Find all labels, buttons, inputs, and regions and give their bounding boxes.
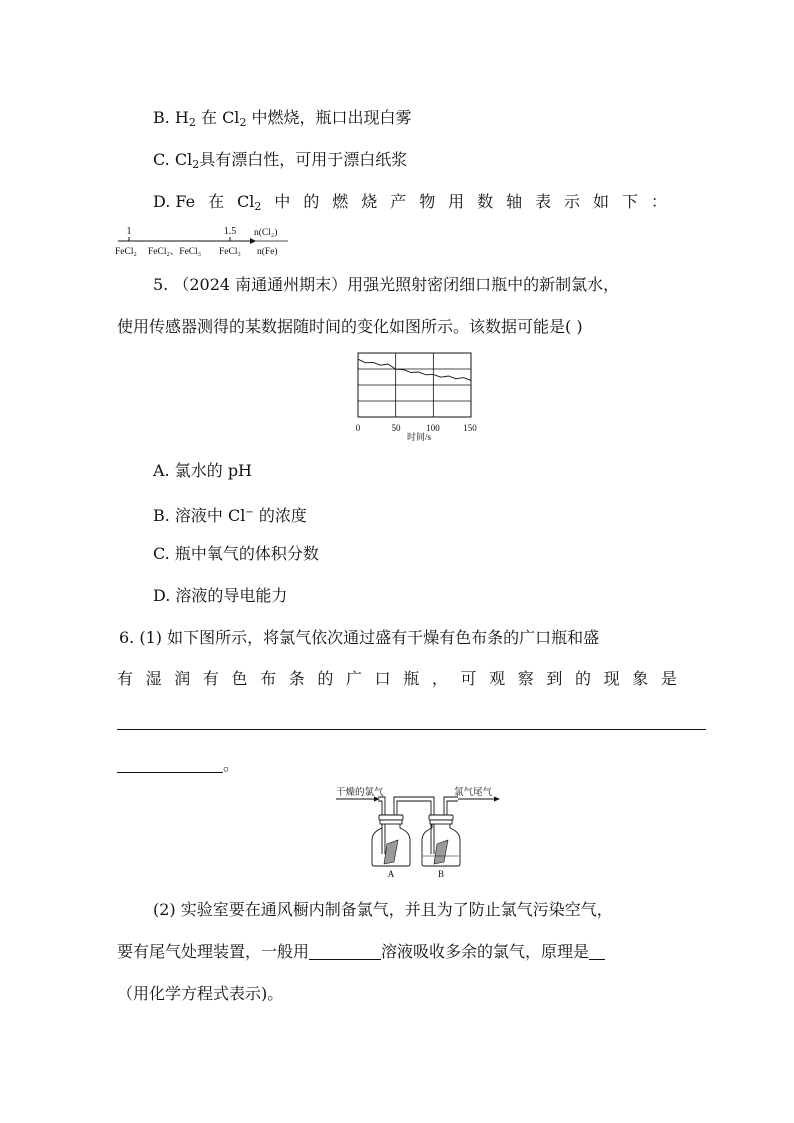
chart-series-line bbox=[358, 359, 471, 380]
q6-part2-text-2: 溶液吸收多余的氯气，原理是 bbox=[381, 942, 590, 961]
q6-equation-blank[interactable] bbox=[589, 943, 605, 960]
apparatus-inlet-label: 干燥的氯气 bbox=[336, 788, 384, 798]
axis-tick-label-2: 1.5 bbox=[223, 226, 237, 237]
q6-stem-char: 现 bbox=[603, 669, 620, 688]
q6-stem-char: 口 bbox=[374, 669, 391, 688]
q6-answer-blank-1[interactable] bbox=[117, 729, 706, 730]
q4-option-c-text-1: C. Cl bbox=[153, 150, 193, 169]
dry-colored-cloth bbox=[384, 840, 398, 864]
q4-option-d-cl2 bbox=[237, 192, 261, 217]
q6-part2-line-3: （用化学方程式表示)。 bbox=[117, 984, 284, 1003]
chart-x-tick-100: 100 bbox=[426, 423, 440, 433]
q5-option-c: C. 瓶中氧气的体积分数 bbox=[153, 544, 319, 563]
q4-option-d-cl: Cl bbox=[237, 192, 255, 211]
q6-period: 。 bbox=[223, 755, 240, 774]
q5-option-b-text-1: B. 溶液中 Cl bbox=[153, 506, 246, 525]
chart-x-tick-0: 0 bbox=[355, 423, 361, 433]
q6-stem-char: 色 bbox=[231, 669, 248, 688]
q5-option-b-sup: − bbox=[245, 507, 254, 518]
q4-option-d-char: 烧 bbox=[361, 192, 378, 211]
q6-stem-char: 布 bbox=[260, 669, 277, 688]
axis-segment-3: FeCl₃ bbox=[219, 247, 241, 257]
q6-stem-char: 察 bbox=[517, 669, 534, 688]
axis-ratio-numerator: n(Cl₂) bbox=[254, 228, 278, 238]
q6-stem-char: 的 bbox=[575, 669, 592, 688]
q4-option-d-char: 的 bbox=[303, 192, 320, 211]
q4-option-d-char: 用 bbox=[448, 192, 465, 211]
bottle-a-label: A bbox=[387, 869, 395, 879]
q4-option-d-char: 表 bbox=[535, 192, 552, 211]
q4-option-d-char: 如 bbox=[593, 192, 610, 211]
q4-option-b-text-2: 在 Cl bbox=[195, 108, 240, 127]
q4-option-d-char: 物 bbox=[419, 192, 436, 211]
q6-part2-text-1: 要有尾气处理装置，一般用 bbox=[117, 942, 310, 961]
bottle-b-label: B bbox=[437, 869, 445, 879]
chart-x-tick-50: 50 bbox=[391, 423, 401, 433]
wet-colored-cloth bbox=[434, 840, 448, 864]
q6-stem-char: 有 bbox=[202, 669, 219, 688]
number-axis-figure bbox=[112, 222, 292, 260]
q6-stem-char: 的 bbox=[317, 669, 334, 688]
q4-option-d-char: 轴 bbox=[506, 192, 523, 211]
q5-line-chart bbox=[348, 350, 483, 442]
bottle-a-inlet-tube bbox=[378, 797, 385, 854]
q4-option-d-char: 下 bbox=[621, 192, 638, 211]
q6-stem-char: ， bbox=[431, 669, 448, 688]
q5-stem-line-1: 5. （2024 南通通州期末）用强光照射密闭细口瓶中的新制氯水， bbox=[153, 275, 620, 294]
q6-stem-char: 瓶 bbox=[403, 669, 420, 688]
q4-option-d-char: 示 bbox=[564, 192, 581, 211]
q4-option-c-text-2: 具有漂白性，可用于漂白纸浆 bbox=[199, 150, 408, 169]
gas-bottles-apparatus bbox=[334, 782, 504, 880]
q6-stem-line-2 bbox=[117, 669, 677, 689]
q5-stem-line-2: 使用传感器测得的某数据随时间的变化如图所示。该数据可能是( ) bbox=[117, 317, 583, 336]
q6-stem-char: 湿 bbox=[145, 669, 162, 688]
q6-stem-char: 可 bbox=[460, 669, 477, 688]
axis-segment-1: FeCl₂ bbox=[115, 247, 137, 257]
q6-stem-char: 广 bbox=[346, 669, 363, 688]
q4-option-b-sub-1: 2 bbox=[188, 116, 196, 129]
outlet-arrow-head bbox=[494, 797, 500, 802]
q6-stem-char: 有 bbox=[117, 669, 134, 688]
q6-answer-blank-2[interactable] bbox=[117, 756, 223, 773]
chart-grid bbox=[358, 353, 471, 417]
q6-stem-char: 条 bbox=[288, 669, 305, 688]
q6-stem-char: 润 bbox=[174, 669, 191, 688]
q4-option-d-char: ： bbox=[650, 192, 667, 211]
q4-option-b-text-3: 中燃烧，瓶口出现白雾 bbox=[246, 108, 412, 127]
q4-option-b-sub-2: 2 bbox=[239, 116, 247, 129]
bottle-b bbox=[422, 815, 460, 866]
bottle-a bbox=[372, 815, 410, 866]
q5-option-b-text-2: 的浓度 bbox=[253, 506, 307, 525]
q4-option-d-char: 燃 bbox=[332, 192, 349, 211]
q6-stem-char: 是 bbox=[660, 669, 677, 688]
q6-part2-line-1: (2) 实验室要在通风橱内制备氯气，并且为了防止氯气污染空气， bbox=[153, 900, 613, 919]
q5-option-b bbox=[153, 503, 307, 526]
chart-x-axis-label: 时间/s bbox=[406, 432, 432, 442]
q6-stem-line-1: 6. (1) 如下图所示，将氯气依次通过盛有干燥有色布条的广口瓶和盛 bbox=[119, 628, 600, 647]
q5-option-a: A. 氯水的 pH bbox=[153, 461, 253, 480]
q6-solution-blank[interactable] bbox=[309, 943, 381, 960]
q4-option-c-sub: 2 bbox=[192, 158, 200, 171]
apparatus-outlet-label: 氯气尾气 bbox=[454, 788, 493, 798]
q4-option-c bbox=[153, 150, 407, 175]
q4-option-d-sub: 2 bbox=[254, 200, 262, 213]
chart-series bbox=[358, 359, 471, 380]
q4-option-d-char: 数 bbox=[477, 192, 494, 211]
chart-x-tick-150: 150 bbox=[463, 423, 477, 433]
q4-option-d-char: 在 bbox=[208, 192, 225, 211]
q5-option-d: D. 溶液的导电能力 bbox=[153, 586, 288, 605]
q4-option-d bbox=[153, 192, 667, 217]
q6-answer-line-2 bbox=[117, 755, 239, 775]
q6-part2-line-2 bbox=[117, 942, 605, 962]
axis-ratio-denominator: n(Fe) bbox=[257, 247, 278, 257]
q4-option-d-char: 产 bbox=[390, 192, 407, 211]
axis-segment-2: FeCl₂、FeCl₃ bbox=[148, 247, 202, 257]
q4-option-b-text-1: B. H bbox=[153, 108, 189, 127]
axis-tick-label-1: 1 bbox=[126, 226, 132, 237]
q4-option-d-label: D. Fe bbox=[153, 192, 196, 211]
q4-option-d-char: 中 bbox=[274, 192, 291, 211]
q6-stem-char: 象 bbox=[632, 669, 649, 688]
q6-stem-char: 观 bbox=[489, 669, 506, 688]
q6-stem-char: 到 bbox=[546, 669, 563, 688]
q4-option-b bbox=[153, 108, 412, 133]
